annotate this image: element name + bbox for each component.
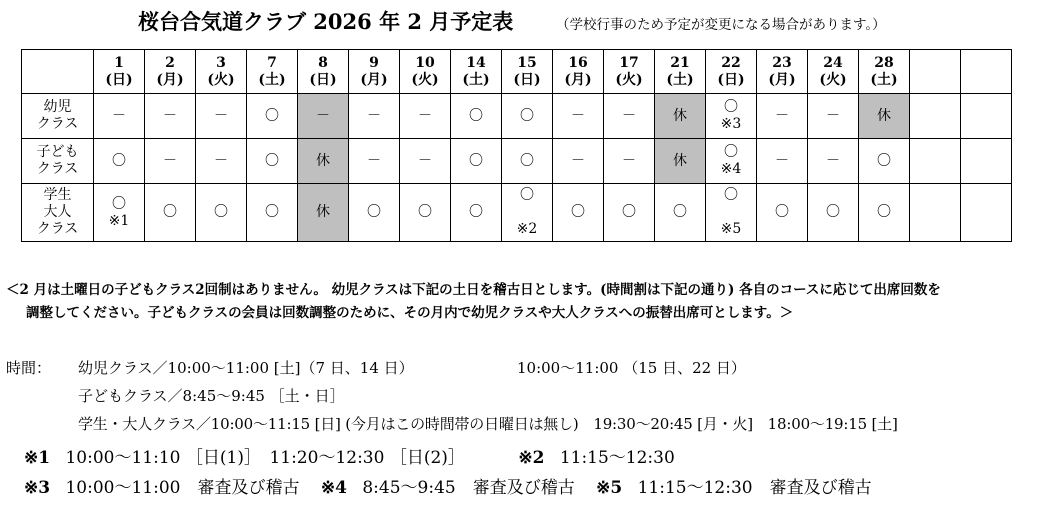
cell-line: クラス: [36, 161, 79, 177]
schedule-cell: [400, 184, 451, 242]
cell-line: 〇: [367, 204, 381, 220]
special-val-5: 11:15～12:30 審査及び稽古: [637, 478, 872, 498]
schedule-cell: [808, 139, 859, 184]
cell-line: 〇: [775, 204, 789, 220]
cell-line: －: [826, 152, 840, 169]
schedule-cell: [910, 184, 961, 242]
cell-line: 学生: [43, 187, 72, 203]
special-key-1: ※1: [24, 448, 51, 468]
cell-line: 〇: [469, 107, 483, 124]
cell-line: 〇: [877, 152, 891, 169]
date-header: [910, 50, 961, 94]
weekday: (月): [768, 71, 796, 88]
date-header: [706, 50, 757, 94]
cell-line: [910, 204, 960, 221]
cell-line: －: [418, 107, 432, 124]
times-infant-sun: 10:00～11:00 （15 日、22 日）: [517, 359, 746, 377]
cell-line: －: [112, 107, 126, 124]
schedule-cell: [808, 94, 859, 139]
schedule-cell: [553, 139, 604, 184]
special-val-4: 8:45～9:45 審査及び稽古: [362, 478, 575, 498]
schedule-cell: [655, 139, 706, 184]
header-row: [22, 50, 1012, 94]
schedule-cell: [94, 94, 145, 139]
special-key-3: ※3: [24, 478, 51, 498]
date-number: 14: [466, 54, 486, 71]
cell-line: －: [622, 107, 636, 124]
schedule-cell: [961, 184, 1012, 242]
weekday: (日): [513, 71, 541, 88]
cell-line: 〇: [571, 204, 585, 220]
date-header: [145, 50, 196, 94]
date-header: [400, 50, 451, 94]
cell-line: [910, 153, 960, 170]
schedule-cell: [247, 139, 298, 184]
cell-line: ※2: [516, 221, 538, 237]
cell-line: ※4: [720, 161, 742, 177]
schedule-cell: [859, 139, 910, 184]
cell-line: －: [367, 107, 381, 124]
schedule-cell: [349, 139, 400, 184]
cell-line: ※3: [720, 116, 742, 132]
schedule-cell: [298, 139, 349, 184]
weekday: (土): [870, 71, 898, 88]
date-number: 9: [369, 54, 379, 71]
class-label: [22, 94, 94, 139]
table-row: [22, 94, 1012, 139]
cell-line: 子ども: [36, 144, 79, 160]
date-number: 8: [318, 54, 328, 71]
notice-line-1: ＜2 月は土曜日の子どもクラス2回制はありません。 幼児クラスは下記の土日を稽古日とします。(時間割は下記の通り) 各自のコースに応じて出席回数を: [6, 282, 941, 298]
times-children: 子どもクラス／8:45～9:45 ［土・日］: [78, 387, 345, 405]
cell-line: ※1: [108, 212, 130, 229]
cell-line: 〇: [469, 152, 483, 169]
cell-line: 休: [877, 107, 891, 124]
schedule-cell: [451, 139, 502, 184]
schedule-cell: [553, 184, 604, 242]
cell-line: －: [214, 107, 228, 124]
cell-line: 休: [673, 152, 687, 169]
weekday: (日): [105, 71, 133, 88]
weekday: (土): [462, 71, 490, 88]
schedule-table: [21, 49, 1012, 242]
table-row: [22, 184, 1012, 242]
date-number: 28: [874, 54, 894, 71]
cell-line: －: [571, 152, 585, 169]
cell-line: 〇: [265, 107, 279, 124]
date-header: [196, 50, 247, 94]
cell-line: －: [826, 107, 840, 124]
cell-line: 〇: [112, 195, 126, 212]
cell-line: [910, 108, 960, 125]
title-main: 桜台合気道クラブ 2026 年 2 月予定表: [138, 9, 514, 34]
date-number: 21: [670, 54, 690, 71]
date-number: 16: [568, 54, 588, 71]
schedule-cell: [706, 94, 757, 139]
schedule-cell: [604, 184, 655, 242]
date-header: [859, 50, 910, 94]
date-header: [604, 50, 655, 94]
cell-line: －: [214, 152, 228, 169]
schedule-cell: [757, 139, 808, 184]
schedule-cell: [910, 139, 961, 184]
date-number: 1: [114, 54, 124, 71]
schedule-cell: [859, 184, 910, 242]
cell-line: 〇: [724, 99, 738, 115]
cell-line: 〇: [724, 187, 738, 203]
schedule-cell: [94, 139, 145, 184]
schedule-cell: [145, 139, 196, 184]
cell-line: 休: [316, 152, 330, 169]
date-header: [553, 50, 604, 94]
date-header: [808, 50, 859, 94]
times-infant-sat: 幼児クラス／10:00～11:00 [土]（7 日、14 日）: [78, 359, 414, 377]
schedule-cell: [145, 94, 196, 139]
cell-line: －: [622, 152, 636, 169]
cell-line: クラス: [36, 116, 79, 132]
schedule-cell: [349, 94, 400, 139]
schedule-cell: [349, 184, 400, 242]
schedule-cell: [757, 94, 808, 139]
cell-line: －: [163, 152, 177, 169]
date-number: 2: [165, 54, 175, 71]
schedule-cell: [247, 184, 298, 242]
weekday: (土): [258, 71, 286, 88]
cell-line: －: [775, 107, 789, 124]
cell-line: [961, 108, 1011, 125]
date-number: 10: [415, 54, 435, 71]
schedule-cell: [400, 94, 451, 139]
cell-line: 〇: [265, 152, 279, 169]
times-label: 時間：: [6, 359, 52, 377]
cell-line: クラス: [36, 221, 79, 237]
special-row-2: [24, 473, 872, 498]
schedule-cell: [910, 94, 961, 139]
schedule-cell: [94, 184, 145, 242]
schedule-cell: [706, 184, 757, 242]
class-label: [22, 139, 94, 184]
schedule-cell: [196, 139, 247, 184]
schedule-cell: [502, 139, 553, 184]
schedule-cell: [553, 94, 604, 139]
schedule-cell: [196, 184, 247, 242]
cell-line: －: [418, 152, 432, 169]
date-number: 3: [216, 54, 226, 71]
cell-line: 〇: [622, 204, 636, 220]
cell-line: 〇: [418, 204, 432, 220]
cell-line: －: [571, 107, 585, 124]
schedule-cell: [451, 184, 502, 242]
cell-line: 幼児: [43, 99, 72, 115]
cell-line: 休: [316, 204, 330, 220]
schedule-cell: [655, 94, 706, 139]
date-number: 22: [721, 54, 741, 71]
date-number: 23: [772, 54, 792, 71]
schedule-cell: [961, 139, 1012, 184]
schedule-cell: [757, 184, 808, 242]
cell-line: 〇: [214, 204, 228, 220]
cell-line: 〇: [826, 204, 840, 220]
schedule-cell: [859, 94, 910, 139]
cell-line: 休: [673, 107, 687, 124]
weekday: (土): [666, 71, 694, 88]
schedule-cell: [400, 139, 451, 184]
cell-line: 〇: [673, 204, 687, 220]
weekday: (月): [360, 71, 388, 88]
schedule-cell: [604, 139, 655, 184]
cell-line: [706, 204, 756, 221]
date-number: 7: [267, 54, 277, 71]
date-header: [502, 50, 553, 94]
schedule-cell: [451, 94, 502, 139]
corner-cell: [22, 50, 94, 94]
schedule-cell: [247, 94, 298, 139]
date-number: 24: [823, 54, 843, 71]
table-row: [22, 139, 1012, 184]
schedule-cell: [298, 184, 349, 242]
special-row-1: [24, 443, 675, 468]
cell-line: 〇: [112, 152, 126, 169]
date-number: 17: [619, 54, 639, 71]
weekday: (月): [564, 71, 592, 88]
cell-line: 〇: [265, 204, 279, 220]
schedule-cell: [808, 184, 859, 242]
times-adult: 学生・大人クラス／10:00～11:15 [日] (今月はこの時間帯の日曜日は無し) 19:30～20:45 [月・火] 18:00～19:15 [土]: [78, 415, 898, 433]
cell-line: 大人: [43, 204, 72, 220]
schedule-cell: [604, 94, 655, 139]
special-key-4: ※4: [320, 478, 347, 498]
weekday: (火): [411, 71, 439, 88]
cell-line: 〇: [520, 187, 534, 203]
date-number: 15: [517, 54, 537, 71]
special-val-2: 11:15～12:30: [559, 448, 675, 468]
schedule-cell: [706, 139, 757, 184]
weekday: (火): [819, 71, 847, 88]
cell-line: 〇: [520, 107, 534, 124]
schedule-cell: [196, 94, 247, 139]
class-label: [22, 184, 94, 242]
cell-line: [961, 153, 1011, 170]
special-key-2: ※2: [518, 448, 545, 468]
weekday: (火): [615, 71, 643, 88]
cell-line: ※5: [720, 221, 742, 237]
cell-line: 〇: [163, 204, 177, 220]
cell-line: －: [775, 152, 789, 169]
notice-line-2: 調整してください。子どもクラスの会員は回数調整のために、その月内で幼児クラスや大人クラスへの振替出席可とします。＞: [26, 305, 794, 321]
date-header: [961, 50, 1012, 94]
schedule-cell: [298, 94, 349, 139]
cell-line: 〇: [724, 144, 738, 160]
schedule-cell: [502, 184, 553, 242]
weekday: (火): [207, 71, 235, 88]
weekday: (月): [156, 71, 184, 88]
schedule-cell: [502, 94, 553, 139]
date-header: [655, 50, 706, 94]
date-header: [94, 50, 145, 94]
date-header: [451, 50, 502, 94]
date-header: [247, 50, 298, 94]
weekday: (日): [309, 71, 337, 88]
cell-line: －: [316, 107, 330, 124]
cell-line: －: [163, 107, 177, 124]
date-header: [757, 50, 808, 94]
schedule-cell: [145, 184, 196, 242]
cell-line: [502, 204, 552, 221]
special-val-3: 10:00～11:00 審査及び稽古: [65, 478, 300, 498]
special-key-5: ※5: [596, 478, 623, 498]
schedule-cell: [961, 94, 1012, 139]
date-header: [298, 50, 349, 94]
cell-line: －: [367, 152, 381, 169]
cell-line: 〇: [520, 152, 534, 169]
title-subtitle: （学校行事のため予定が変更になる場合があります。）: [556, 17, 886, 33]
date-header: [349, 50, 400, 94]
cell-line: 〇: [877, 204, 891, 220]
cell-line: 〇: [469, 204, 483, 220]
weekday: (日): [717, 71, 745, 88]
cell-line: [961, 204, 1011, 221]
special-val-1: 10:00～11:10 ［日(1)］ 11:20～12:30 ［日(2)］: [65, 448, 465, 468]
schedule-cell: [655, 184, 706, 242]
